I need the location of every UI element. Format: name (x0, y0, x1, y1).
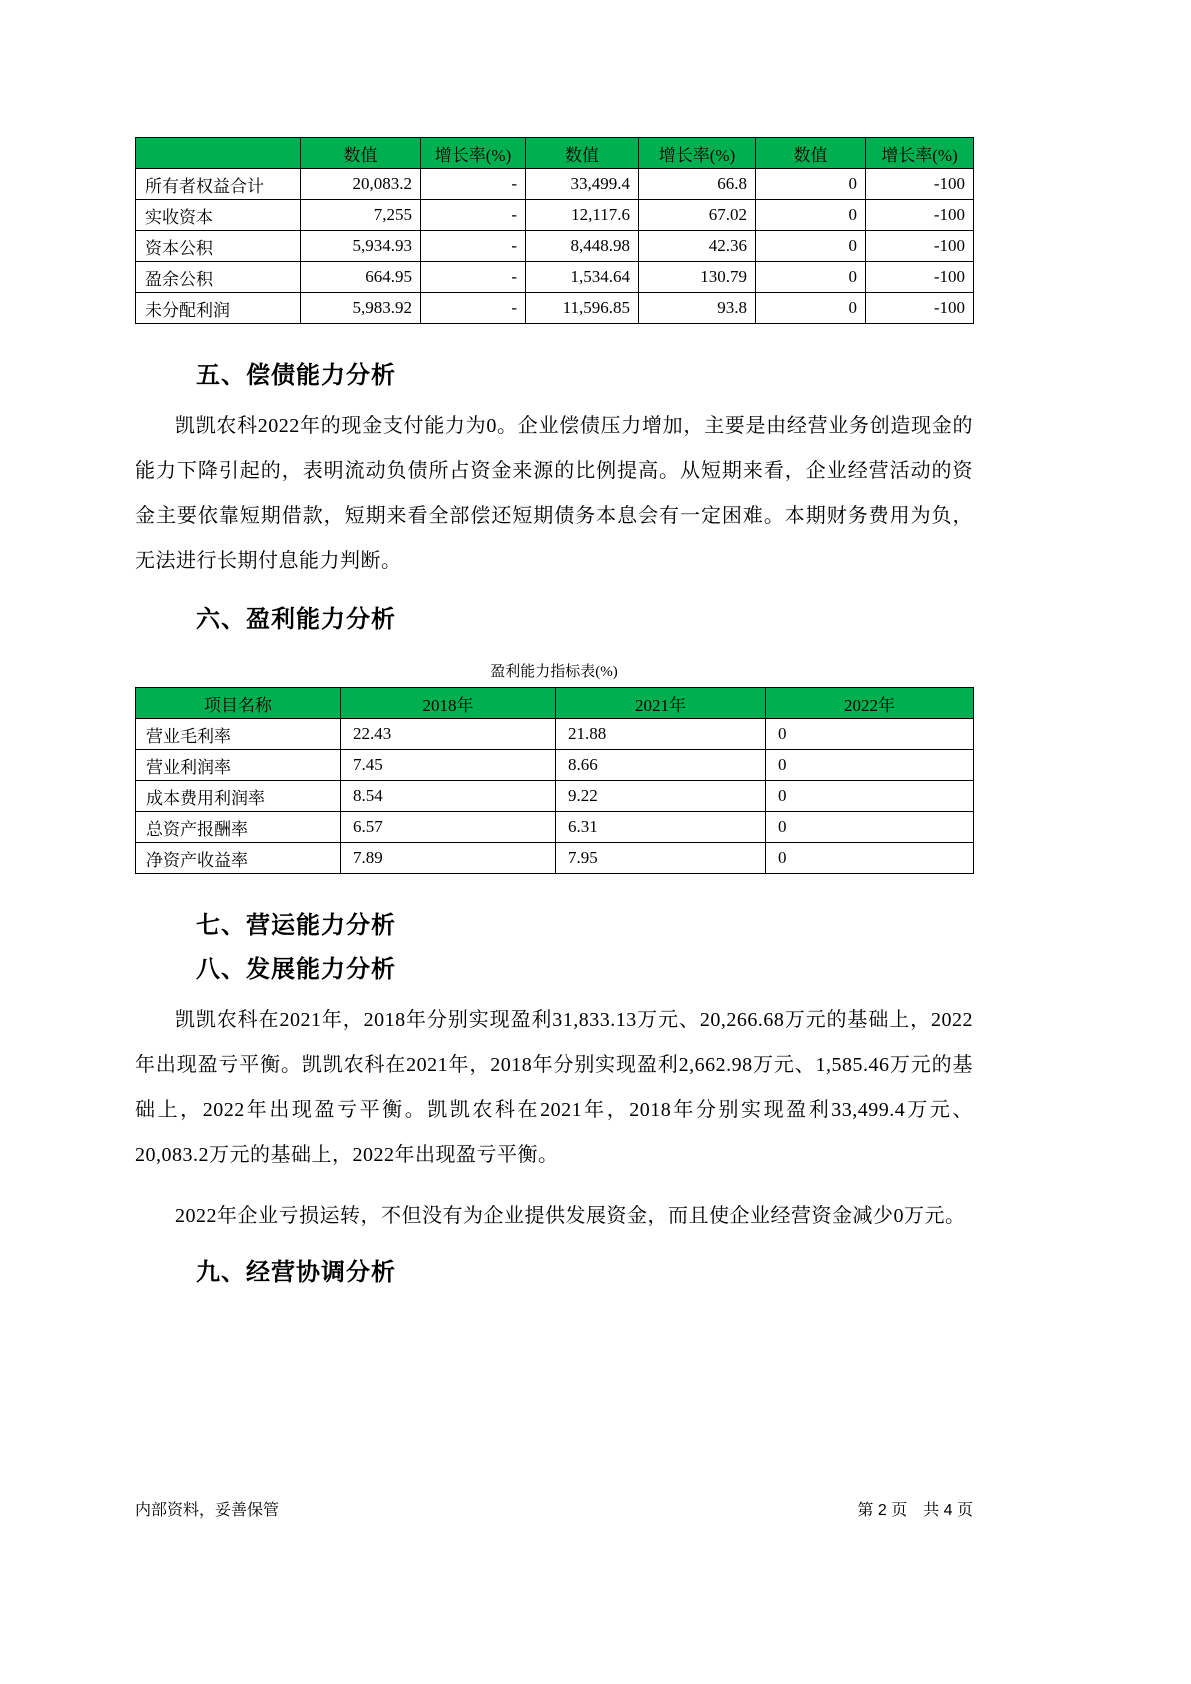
cell: 0 (756, 169, 866, 200)
table-row (136, 169, 974, 200)
table-row (136, 812, 974, 843)
cell: 7.45 (341, 750, 556, 781)
section-heading-debt-capacity: 五、偿债能力分析 (196, 362, 396, 389)
cell: 6.31 (556, 812, 766, 843)
table1-header-value-3: 数值 (756, 138, 866, 169)
cell: 22.43 (341, 719, 556, 750)
paragraph-debt-capacity: 凯凯农科2022年的现金支付能力为0。企业偿债压力增加，主要是由经营业务创造现金的能力下降引起的，表明流动负债所占资金来源的比例提高。从短期来看，企业经营活动的资金主要依靠短期借款，短期来看全部偿还短期债务本息会有一定困难。本期财务费用为负，无法进行长期付息能力判断。 (135, 415, 973, 572)
cell: 0 (756, 200, 866, 231)
cell: -100 (866, 293, 974, 324)
cell: 67.02 (639, 200, 756, 231)
cell: - (421, 231, 526, 262)
section-heading-operating-capacity: 七、营运能力分析 (196, 912, 396, 939)
table-header-row (136, 688, 974, 719)
section-heading-development-capacity: 八、发展能力分析 (196, 956, 396, 983)
table-row (136, 750, 974, 781)
cell: 8.54 (341, 781, 556, 812)
cell: - (421, 200, 526, 231)
footer-page-number: 第 2 页 共 4 页 (857, 1502, 973, 1519)
row-label: 营业毛利率 (136, 719, 341, 750)
cell: 8.66 (556, 750, 766, 781)
section-heading-profitability: 六、盈利能力分析 (196, 606, 396, 633)
profitability-indicator-table (135, 687, 974, 874)
cell: 0 (756, 231, 866, 262)
table-row (136, 231, 974, 262)
cell: 664.95 (301, 262, 421, 293)
table-header-row (136, 138, 974, 169)
cell: -100 (866, 200, 974, 231)
cell: - (421, 293, 526, 324)
section-heading-operation-coordination: 九、经营协调分析 (196, 1259, 396, 1286)
equity-growth-table (135, 137, 974, 324)
cell: 6.57 (341, 812, 556, 843)
cell: 7.89 (341, 843, 556, 874)
cell: 5,934.93 (301, 231, 421, 262)
table1-corner-cell (136, 138, 301, 169)
cell: 0 (766, 812, 974, 843)
cell: 12,117.6 (526, 200, 639, 231)
row-label: 资本公积 (136, 231, 301, 262)
table2-header-item-name: 项目名称 (136, 688, 341, 719)
table-caption-profitability: 盈利能力指标表(%) (490, 664, 618, 680)
cell: 7.95 (556, 843, 766, 874)
footer-confidential-note: 内部资料，妥善保管 (135, 1502, 280, 1519)
table1-header-value-1: 数值 (301, 138, 421, 169)
table2-header-2022: 2022年 (766, 688, 974, 719)
cell: 1,534.64 (526, 262, 639, 293)
cell: 0 (766, 750, 974, 781)
table1-header-growth-2: 增长率(%) (639, 138, 756, 169)
row-label: 盈余公积 (136, 262, 301, 293)
row-label: 未分配利润 (136, 293, 301, 324)
cell: 33,499.4 (526, 169, 639, 200)
row-label: 成本费用利润率 (136, 781, 341, 812)
cell: 5,983.92 (301, 293, 421, 324)
cell: 8,448.98 (526, 231, 639, 262)
cell: 20,083.2 (301, 169, 421, 200)
cell: - (421, 262, 526, 293)
table-row (136, 262, 974, 293)
cell: - (421, 169, 526, 200)
table1-header-value-2: 数值 (526, 138, 639, 169)
cell: -100 (866, 169, 974, 200)
cell: 0 (766, 843, 974, 874)
cell: 42.36 (639, 231, 756, 262)
table-row (136, 719, 974, 750)
table-row (136, 293, 974, 324)
table1-header-growth-1: 增长率(%) (421, 138, 526, 169)
cell: 0 (756, 293, 866, 324)
row-label: 净资产收益率 (136, 843, 341, 874)
row-label: 实收资本 (136, 200, 301, 231)
cell: 0 (766, 719, 974, 750)
table2-header-2021: 2021年 (556, 688, 766, 719)
cell: 130.79 (639, 262, 756, 293)
cell: 0 (756, 262, 866, 293)
cell: 9.22 (556, 781, 766, 812)
table-row (136, 843, 974, 874)
table-row (136, 781, 974, 812)
cell: -100 (866, 262, 974, 293)
cell: 7,255 (301, 200, 421, 231)
cell: -100 (866, 231, 974, 262)
page-content (135, 0, 973, 1289)
table2-header-2018: 2018年 (341, 688, 556, 719)
cell: 11,596.85 (526, 293, 639, 324)
paragraph-development-2: 2022年企业亏损运转，不但没有为企业提供发展资金，而且使企业经营资金减少0万元。 (175, 1205, 966, 1227)
cell: 93.8 (639, 293, 756, 324)
row-label: 总资产报酬率 (136, 812, 341, 843)
cell: 66.8 (639, 169, 756, 200)
page-footer (135, 1497, 973, 1520)
paragraph-development-1: 凯凯农科在2021年，2018年分别实现盈利31,833.13万元、20,266.68万元的基础上，2022年出现盈亏平衡。凯凯农科在2021年，2018年分别实现盈利2,662.98万元、1,585.46万元的基础上，2022年出现盈亏平衡。凯凯农科在2021年，2018年分别实现盈利33,499.4万元、20,083.2万元的基础上，2022年出现盈亏平衡。 (135, 1009, 973, 1166)
table1-header-growth-3: 增长率(%) (866, 138, 974, 169)
cell: 0 (766, 781, 974, 812)
table-row (136, 200, 974, 231)
row-label: 营业利润率 (136, 750, 341, 781)
cell: 21.88 (556, 719, 766, 750)
row-label: 所有者权益合计 (136, 169, 301, 200)
